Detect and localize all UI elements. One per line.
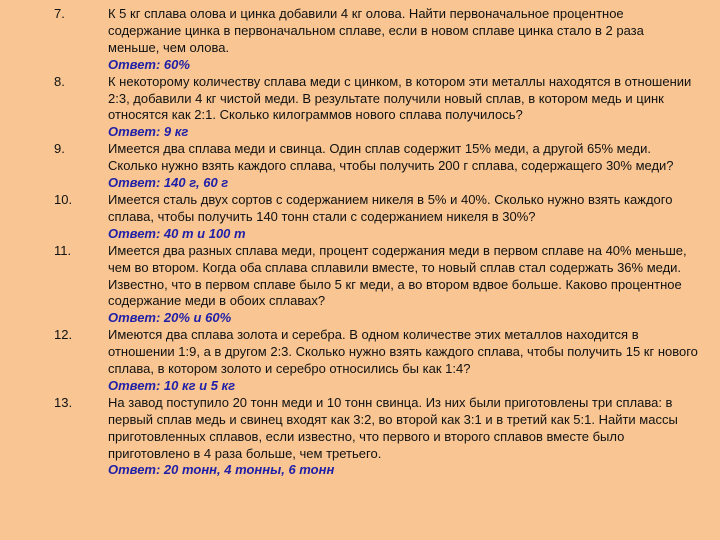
problem-list <box>0 6 720 479</box>
problem-number: 7. <box>54 6 65 21</box>
problem-item-12 <box>0 327 720 395</box>
answer-text: Ответ: 20 тонн, 4 тонны, 6 тонн <box>108 462 335 478</box>
problem-text: Имеется сталь двух сортов с содержанием никеля в 5% и 40%. Сколько нужно взять каждого сплава, чтобы получить 140 тонн стали с содержанием никеля в 30%? <box>108 191 673 224</box>
answer-text: Ответ: 140 г, 60 г <box>108 175 229 191</box>
problem-text: К некоторому количеству сплава меди с цинком, в котором эти металлы находятся в отношении 2:3, добавили 4 кг чистой меди. В результате получили новый сплав, в котором медь и цинк относятся как 2:1. Сколько килограммов нового сплава получилось? <box>108 73 692 123</box>
problem-number: 8. <box>54 73 65 89</box>
answer-text: Ответ: 40 т и 100 т <box>108 225 246 241</box>
problem-text: Имеется два сплава меди и свинца. Один сплав содержит 15% меди, а другой 65% меди. Сколько нужно взять каждого сплава, чтобы получить 200 г сплава, содержащего 30% меди? <box>108 141 674 174</box>
problem-item-11 <box>0 243 720 328</box>
problem-text: Имеются два сплава золота и серебра. В одном количестве этих металлов находится в отношении 1:9, а в другом 2:3. Сколько нужно взять каждого сплава, чтобы получить 15 кг нового сплава, в котором золото и серебро относились бы как 1:4? <box>108 327 698 377</box>
problem-number: 12. <box>54 327 73 343</box>
answer-text: Ответ: 20% и 60% <box>108 310 232 326</box>
answer-text: Ответ: 60% <box>108 56 190 72</box>
problem-item-13 <box>0 395 720 480</box>
problem-number: 11. <box>54 242 72 258</box>
problem-item-10 <box>0 192 720 243</box>
problem-item-7 <box>0 6 720 74</box>
problem-number: 13. <box>54 394 73 410</box>
answer-text: Ответ: 9 кг <box>108 124 189 140</box>
answer-text: Ответ: 10 кг и 5 кг <box>108 377 236 393</box>
problem-text: Имеется два разных сплава меди, процент содержания меди в первом сплаве на 40% меньше, чем во втором. Когда оба сплава сплавили вместе, то новый сплав стал содержать 36% меди. Известно, что в первом сплаве было 5 кг меди, а во втором вдвое больше. Каково процентное содержание меди в обоих сплавах? <box>108 242 687 309</box>
problem-number: 10. <box>54 191 73 207</box>
problem-item-8 <box>0 74 720 142</box>
problem-number: 9. <box>54 141 65 157</box>
problem-item-9 <box>0 141 720 192</box>
problem-text: На завод поступило 20 тонн меди и 10 тонн свинца. Из них были приготовлены три сплава: в первый сплав медь и свинец входят как 3:2, во второй как 3:1 и в третий как 5:1. Найти массы приготовленных сплавов, если известно, что первого и второго сплавов вместе было приготовлено в 4 раза больше, чем третьего. <box>108 394 678 461</box>
problem-text: К 5 кг сплава олова и цинка добавили 4 кг олова. Найти первоначальное процентное содержание цинка в первоначальном сплаве, если в новом сплаве цинка стало в 2 раза меньше, чем олова. <box>108 6 644 55</box>
